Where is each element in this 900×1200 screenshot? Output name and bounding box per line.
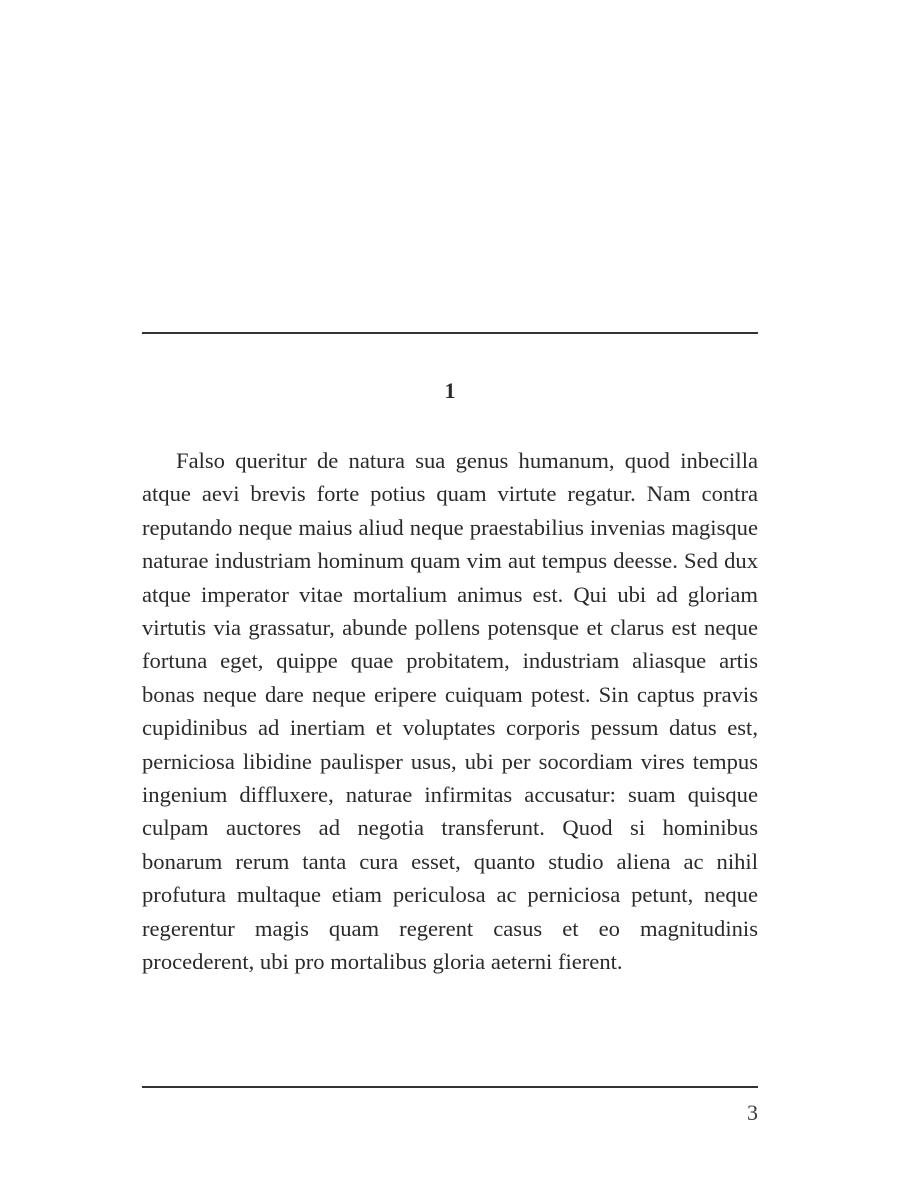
bottom-rule xyxy=(142,1086,758,1088)
top-rule xyxy=(142,332,758,334)
body-paragraph: Falso queritur de natura sua genus humanum, quod inbecilla atque aevi brevis forte potius quam virtute regatur. Nam contra reputando neque maius aliud neque praestabilius invenias magisque naturae industriam hominum quam vim aut tempus deesse. Sed dux atque imperator vitae mortalium animus est. Qui ubi ad gloriam virtutis via grassatur, abunde pollens potensque et clarus est neque fortuna eget, quippe quae probitatem, industriam aliasque artis bonas neque dare neque eripere cuiquam potest. Sin captus pravis cupidinibus ad inertiam et voluptates corporis pessum datus est, perniciosa libidine paulisper usus, ubi per socordiam vires tempus ingenium diffluxere, naturae infirmitas accusatur: suam quisque culpam auctores ad negotia transferunt. Quod si hominibus bonarum rerum tanta cura esset, quanto studio aliena ac nihil profutura multaque etiam periculosa ac perniciosa petunt, neque regerentur magis quam regerent casus et eo magnitudinis procederent, ubi pro mortalibus gloria aeterni fierent. xyxy=(142,448,758,975)
chapter-number: 1 xyxy=(444,378,456,403)
page-number: 3 xyxy=(747,1100,758,1125)
